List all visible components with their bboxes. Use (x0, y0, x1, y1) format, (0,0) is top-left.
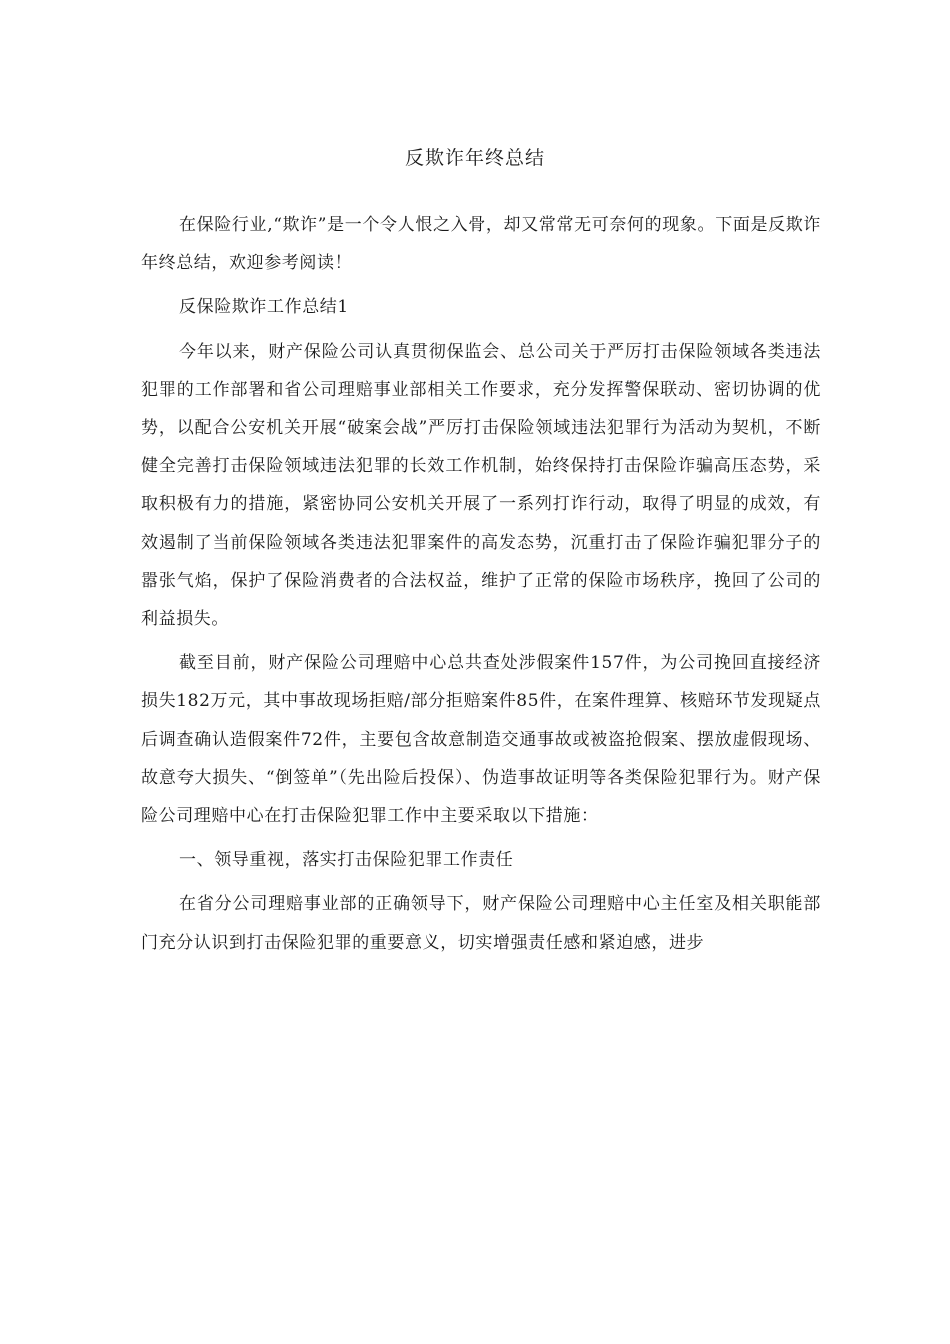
paragraph-intro: 在保险行业,“欺诈”是一个令人恨之入骨，却又常常无可奈何的现象。下面是反欺诈年终总结，欢迎参考阅读！ (141, 215, 821, 274)
document-body (141, 206, 821, 968)
document-title: 反欺诈年终总结 (404, 147, 545, 169)
paragraph-overview: 今年以来，财产保险公司认真贯彻保监会、总公司关于严厉打击保险领域各类违法犯罪的工作部署和省公司理赔事业部相关工作要求，充分发挥警保联动、密切协调的优势，以配合公安机关开展“破案会战”严厉打击保险领域违法犯罪行为活动为契机，不断健全完善打击保险领域违法犯罪的长效工作机制，始终保持打击保险诈骗高压态势，采取积极有力的措施，紧密协同公安机关开展了一系列打诈行动，取得了明显的成效，有效遏制了当前保险领域各类违法犯罪案件的高发态势，沉重打击了保险诈骗犯罪分子的嚣张气焰，保护了保险消费者的合法权益，维护了正常的保险市场秩序，挽回了公司的利益损失。 (141, 341, 821, 630)
paragraph-subheading: 一、领导重视，落实打击保险犯罪工作责任 (179, 850, 514, 871)
paragraph-leadership: 在省分公司理赔事业部的正确领导下，财产保险公司理赔中心主任室及相关职能部门充分认识到打击保险犯罪的重要意义，切实增强责任感和紧迫感，进步 (141, 894, 821, 953)
paragraph-section-heading: 反保险欺诈工作总结1 (179, 297, 349, 318)
paragraph-statistics: 截至目前，财产保险公司理赔中心总共查处涉假案件157件，为公司挽回直接经济损失182万元，其中事故现场拒赔/部分拒赔案件85件，在案件理算、核赔环节发现疑点后调查确认造假案件72件，主要包含故意制造交通事故或被盗抢假案、摆放虚假现场、故意夸大损失、“倒签单”（先出险后投保）、伪造事故证明等各类保险犯罪行为。财产保险公司理赔中心在打击保险犯罪工作中主要采取以下措施： (141, 653, 821, 827)
